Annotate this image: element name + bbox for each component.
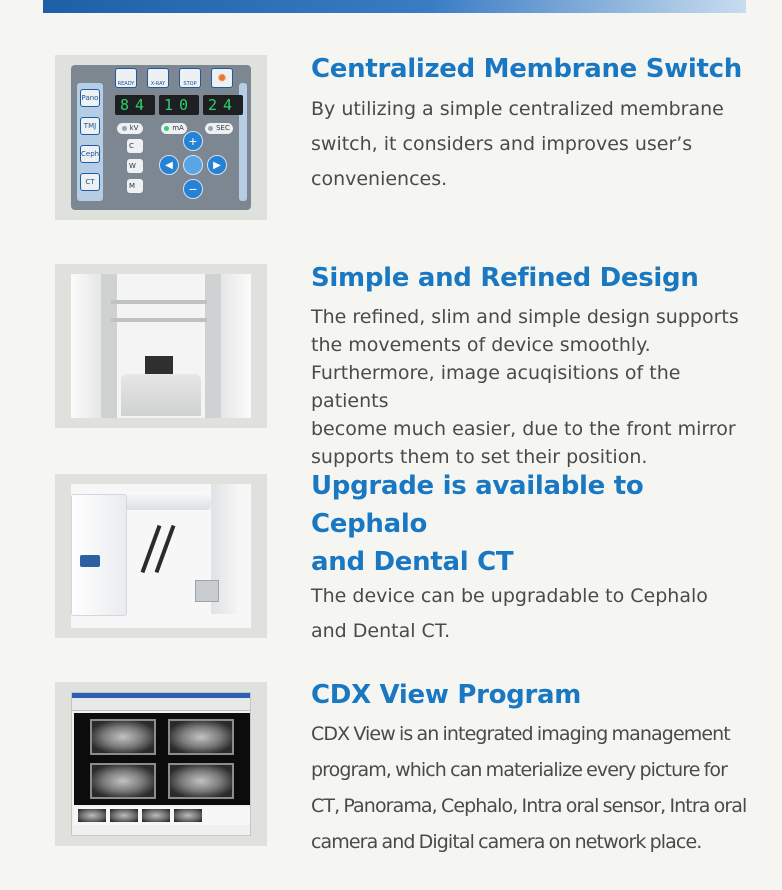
top-accent-bar	[43, 0, 746, 13]
pano-mode-button: Pano	[80, 89, 100, 107]
cephalo-upgrade-image	[55, 474, 267, 638]
feature-cephalo-upgrade	[311, 467, 751, 649]
cephalo-photo	[71, 484, 251, 628]
feature-title: CDX View Program	[311, 680, 582, 710]
feature-text-line: CT, Panorama, Cephalo, Intra oral sensor, Intra oral	[311, 795, 747, 817]
exposure-icon: ✹	[211, 68, 233, 88]
feature-text-line: program, which can materialize every picture for	[311, 759, 728, 781]
ct-mode-button: CT	[80, 173, 100, 191]
membrane-switch-image	[55, 55, 267, 220]
feature-text-line: Furthermore, image acuqisitions of the patients	[311, 362, 681, 412]
plus-arrow-icon: +	[183, 131, 203, 151]
xray-button: X-RAY	[147, 68, 169, 88]
ceph-mode-button: Ceph	[80, 145, 100, 163]
ready-button: READY	[115, 68, 137, 88]
feature-text-line: supports them to set their position.	[311, 446, 648, 468]
tmj-mode-button: TMJ	[80, 117, 100, 135]
device-design-image	[55, 264, 267, 428]
child-button: C	[127, 139, 143, 153]
feature-text-line: become much easier, due to the front mirror	[311, 418, 736, 440]
stop-button: STOP	[179, 68, 201, 88]
device-photo	[71, 274, 251, 418]
feature-text-line: By utilizing a simple centralized membrane	[311, 98, 724, 120]
feature-membrane-switch	[311, 50, 751, 197]
minus-arrow-icon: −	[183, 179, 203, 199]
cdx-screenshot	[71, 692, 251, 836]
logo-badge	[80, 555, 100, 567]
kv-indicator: kV	[117, 123, 143, 134]
feature-title: Upgrade is available to Cephalo	[311, 471, 644, 539]
feature-title: and Dental CT	[311, 547, 514, 577]
feature-text-line: The device can be upgradable to Cephalo	[311, 585, 708, 607]
sec-display: 24	[203, 95, 243, 115]
woman-button: W	[127, 159, 143, 173]
center-icon	[183, 155, 203, 175]
sec-indicator: SEC	[205, 123, 233, 134]
feature-refined-design	[311, 259, 751, 471]
feature-text-line: The refined, slim and simple design supports	[311, 306, 739, 328]
cdx-view-image	[55, 682, 267, 846]
feature-text-line: and Dental CT.	[311, 620, 451, 642]
feature-text-line: the movements of device smoothly.	[311, 334, 651, 356]
ma-indicator: mA	[161, 123, 187, 134]
feature-text-line: camera and Digital camera on network place.	[311, 831, 702, 853]
ma-display: 10	[159, 95, 199, 115]
feature-cdx-view	[311, 676, 751, 860]
feature-text-line: switch, it considers and improves user’s	[311, 133, 693, 155]
feature-text-line: conveniences.	[311, 168, 448, 190]
membrane-switch-panel	[71, 65, 251, 210]
right-arrow-icon: ▶	[207, 155, 227, 175]
feature-title: Simple and Refined Design	[311, 263, 699, 293]
feature-title: Centralized Membrane Switch	[311, 54, 742, 84]
feature-text-line: CDX View is an integrated imaging management	[311, 723, 730, 745]
man-button: M	[127, 179, 143, 193]
left-arrow-icon: ◀	[159, 155, 179, 175]
kv-display: 84	[115, 95, 155, 115]
